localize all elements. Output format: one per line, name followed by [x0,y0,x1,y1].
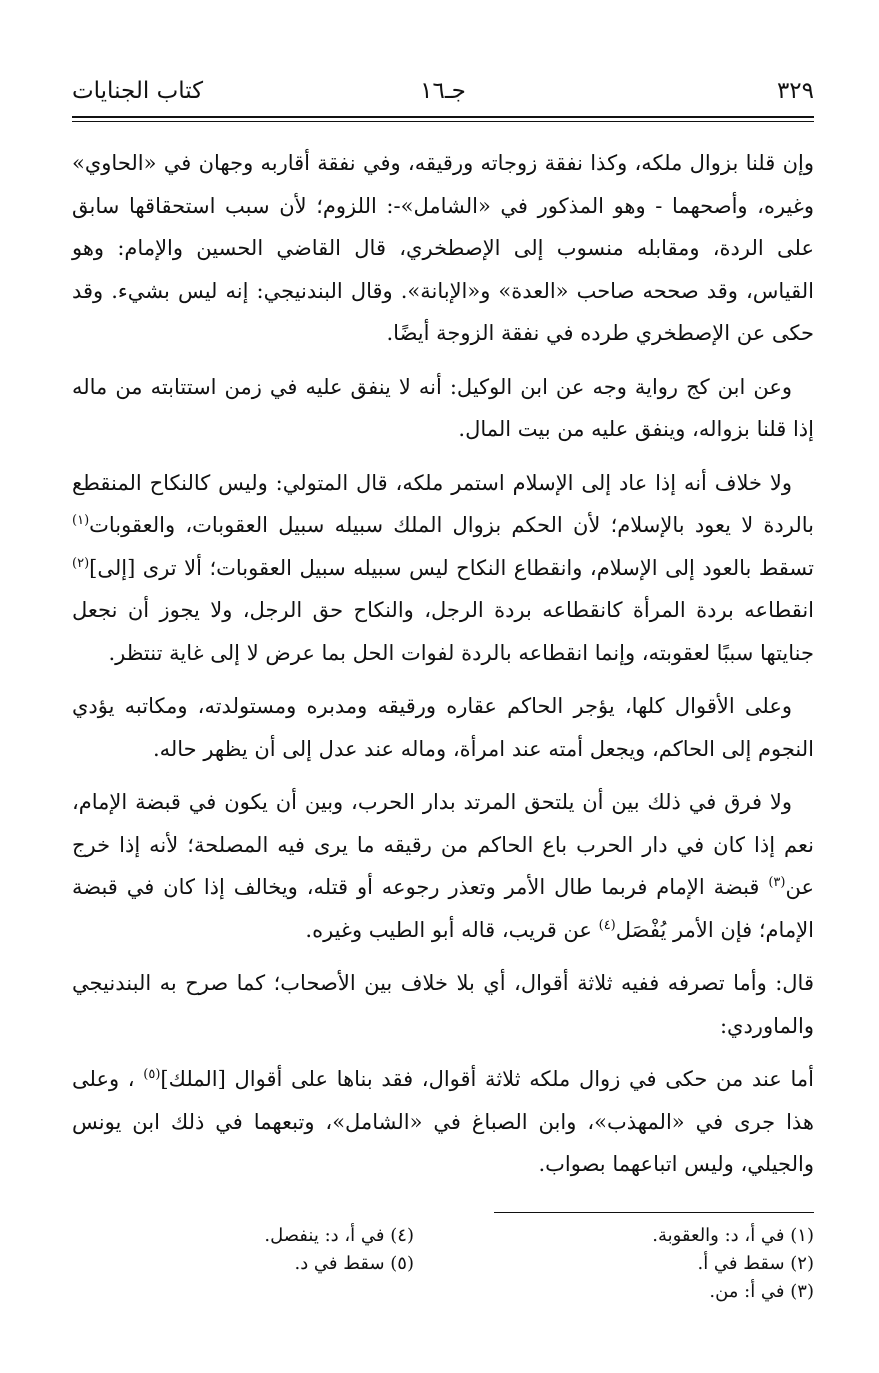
footnote-ref[interactable]: (٢) [72,555,90,571]
footnote-number: (٢) [790,1253,814,1274]
paragraph-text: أما عند من حكى في زوال ملكه ثلاثة أقوال، فقد بناها على أقوال [الملك] [160,1067,814,1091]
footnote-ref[interactable]: (١) [72,513,90,528]
paragraph: وعلى الأقوال كلها، يؤجر الحاكم عقاره ورقيقه ومدبره ومستولدته، ومكاتبه يؤدي النجوم إلى الحاكم، ويجعل أمته عند امرأة، وماله عند عدل إلى أن يظهر حاله. [72,694,814,761]
footnote-column [44,1222,414,1278]
main-text [72,142,814,1197]
footnote-item [44,1222,414,1250]
paragraph [72,462,814,675]
footnote-number: (٥) [390,1253,414,1274]
footnote-ref[interactable]: (٤) [598,917,616,933]
footnote-number: (٤) [390,1225,414,1246]
footnote-item [444,1278,814,1306]
footnote-text: سقط في أ. [697,1253,785,1274]
paragraph-text: قبضة الإمام فربما طال الأمر وتعذر رجوعه أو قتله، ويخالف إذا كان في قبضة الإمام؛ فإن الأمر يُفْصَل [72,875,814,942]
paragraph: قال: وأما تصرفه ففيه ثلاثة أقوال، أي بلا خلاف بين الأصحاب؛ كما صرح به البندنيجي والماوردي: [72,971,814,1038]
running-header [72,78,814,108]
footnote-item [44,1250,414,1278]
footnote-number: (٣) [790,1281,814,1302]
footnote-column [444,1222,814,1306]
paragraph: وعن ابن كج رواية وجه عن ابن الوكيل: أنه لا ينفق عليه في زمن استتابته من ماله إذا قلنا بزواله، وينفق عليه من بيت المال. [72,374,814,441]
footnote-item [444,1222,814,1250]
footnote-number: (١) [790,1225,814,1246]
footnote-separator [494,1212,814,1213]
paragraph [72,1058,814,1186]
book-title: كتاب الجنايات [72,78,204,104]
footnote-text: في أ، د: والعقوبة. [652,1225,785,1246]
header-rule-thin [72,121,814,122]
paragraph-text: ولا خلاف أنه إذا عاد إلى الإسلام استمر ملكه، قال المتولي: وليس كالنكاح المنقطع بالردة لا يعود بالإسلام؛ لأن الحكم بزوال الملك سبيله سبيل العقوبات، والعقوبات [72,470,814,537]
paragraph-text: عن قريب، قاله أبو الطيب وغيره. [305,917,599,942]
paragraph-text: ولا فرق في ذلك بين أن يلتحق المرتد بدار الحرب، وبين أن يكون في قبضة الإمام، نعم إذا كان في دار الحرب باع الحاكم من رقيقه ما يرى فيه المصلحة؛ لأنه إذا خرج عن [72,790,814,899]
footnote-text: في أ: من. [709,1281,785,1302]
paragraph-text: ، وعلى هذا جرى في «المهذب»، وابن الصباغ في «الشامل»، وتبعهما في ذلك ابن يونس والجيلي، وليس اتباعهما بصواب. [72,1067,814,1176]
footnote-item [444,1250,814,1278]
footnote-ref[interactable]: (٣) [768,875,786,890]
paragraph-text: تسقط بالعود إلى الإسلام، وانقطاع النكاح ليس سبيله سبيل العقوبات؛ ألا ترى [إلى] [89,555,814,580]
header-rule [72,116,814,118]
paragraph [72,781,814,951]
paragraph-text: انقطاعه بردة المرأة كانقطاعه بردة الرجل، والنكاح حق الرجل، ولا يجوز أن نجعل جنايتها سببًا لعقوبته، وإنما انقطاعه بالردة لفوات الحل بما عرض لا إلى غاية تنتظر. [72,598,814,665]
paragraph: وإن قلنا بزوال ملكه، وكذا نفقة زوجاته ورقيقه، وفي نفقة أقاربه وجهان في «الحاوي» وغيره، وأصحهما - وهو المذكور في «الشامل»-: اللزوم؛ لأن سبب استحقاقها سابق على الردة، ومقابله منسوب إلى الإصطخري، قال القاضي الحسين والإمام: وهو القياس، وقد صححه صاحب «العدة» و«الإبانة». وقال البندنيجي: إنه ليس بشيء. وقد حكى عن الإصطخري طرده في نفقة الزوجة أيضًا. [72,151,814,345]
footnote-text: في أ، د: ينفصل. [264,1225,385,1246]
footnote-text: سقط في د. [294,1253,385,1274]
volume-number: جـ١٦ [420,78,466,104]
page-number: ٣٢٩ [776,78,814,104]
footnote-ref[interactable]: (٥) [143,1067,161,1082]
